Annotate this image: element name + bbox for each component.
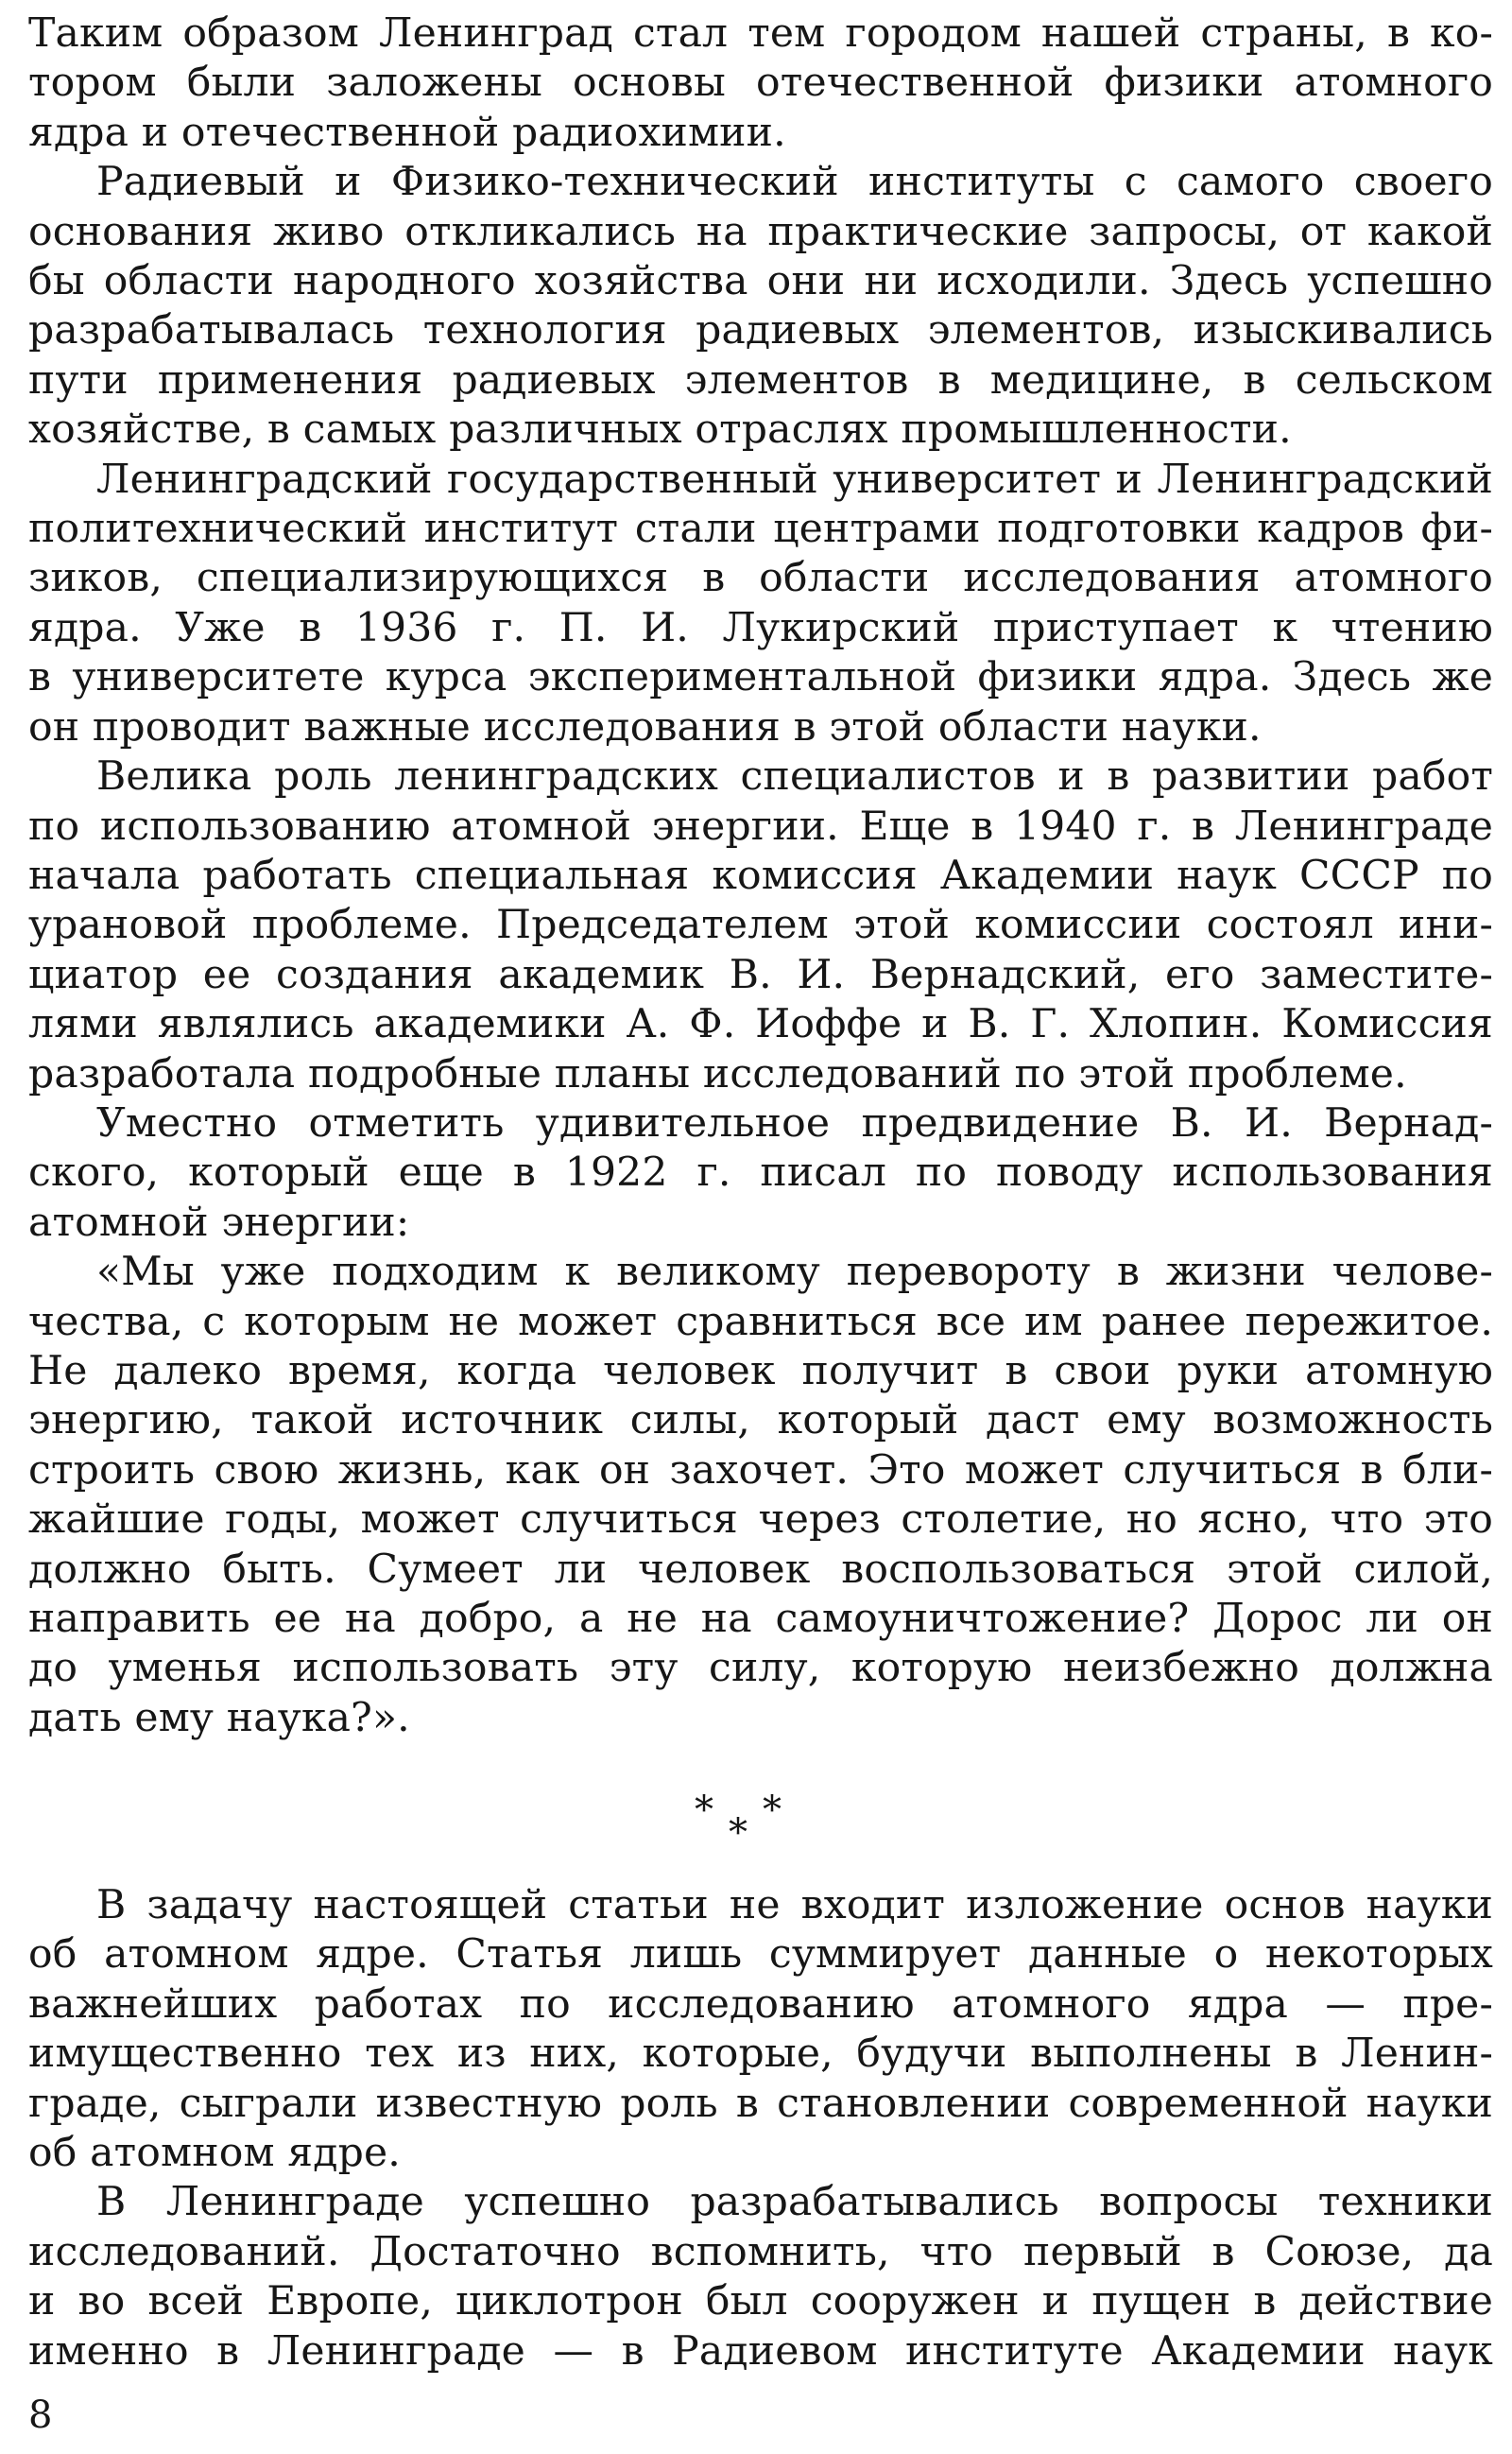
paragraph-article-scope bbox=[28, 1881, 1493, 2178]
text-line: об атомном ядре. bbox=[28, 2130, 401, 2177]
text-line: жайшие годы, может случиться через столетие, но ясно, что это bbox=[28, 1496, 1493, 1544]
text-line: Велика роль ленинградских специалистов и в развитии работ bbox=[96, 753, 1493, 801]
text-line: зиков, специализирующихся в области исследования атомного bbox=[28, 555, 1493, 602]
section-separator-asterisks bbox=[695, 1789, 817, 1855]
text-line: по использованию атомной энергии. Еще в 1940 г. в Ленинграде bbox=[28, 803, 1493, 850]
page-number: 8 bbox=[28, 2394, 53, 2437]
text-column-after-separator bbox=[28, 1881, 1493, 2376]
paragraph-vernadsky-intro bbox=[28, 1099, 1493, 1248]
text-line: атомной энергии: bbox=[28, 1199, 410, 1246]
text-line: разрабатывалась технология радиевых элементов, изыскивались bbox=[28, 307, 1493, 354]
paragraph-institutes bbox=[28, 158, 1493, 455]
text-line: циатор ее создания академик В. И. Вернадский, его заместите- bbox=[28, 951, 1493, 998]
text-line: в университете курса экспериментальной физики ядра. Здесь же bbox=[28, 654, 1493, 701]
asterisk: * bbox=[695, 1789, 713, 1832]
text-line: тором были заложены основы отечественной физики атомного bbox=[28, 60, 1493, 107]
paragraph-university bbox=[28, 456, 1493, 752]
text-line: до уменья использовать эту силу, которую неизбежно должна bbox=[28, 1645, 1493, 1692]
asterisk: * bbox=[763, 1789, 782, 1832]
text-line: энергию, такой источник силы, который даст ему возможность bbox=[28, 1397, 1493, 1444]
paragraph-cyclotron bbox=[28, 2178, 1493, 2376]
text-column bbox=[28, 9, 1493, 1743]
text-line: именно в Ленинграде — в Радиевом институте Академии наук bbox=[28, 2327, 1493, 2375]
text-line: начала работать специальная комиссия Академии наук СССР по bbox=[28, 852, 1493, 899]
text-line: Радиевый и Физико-технический институты с самого своего bbox=[96, 159, 1493, 206]
text-line: важнейших работах по исследованию атомного ядра — пре- bbox=[28, 1980, 1493, 2028]
text-line: чества, с которым не может сравниться все им ранее пережитое. bbox=[28, 1298, 1493, 1345]
text-line: хозяйстве, в самых различных отраслях промышленности. bbox=[28, 406, 1292, 454]
text-line: строить свою жизнь, как он захочет. Это может случиться в бли- bbox=[28, 1446, 1493, 1494]
text-line: имущественно тех из них, которые, будучи выполнены в Ленин- bbox=[28, 2031, 1493, 2078]
text-line: Ленинградский государственный университет и Ленинградский bbox=[96, 456, 1493, 503]
text-line: и во всей Европе, циклотрон был сооружен и пущен в действие bbox=[28, 2278, 1493, 2325]
text-line: должно быть. Сумеет ли человек воспользоваться этой силой, bbox=[28, 1546, 1493, 1593]
text-line: граде, сыграли известную роль в становлении современной науки bbox=[28, 2080, 1493, 2127]
text-line: В Ленинграде успешно разрабатывались вопросы техники bbox=[96, 2179, 1493, 2226]
text-line: Таким образом Ленинград стал тем городом нашей страны, в ко- bbox=[28, 10, 1493, 57]
text-line: «Мы уже подходим к великому перевороту в жизни челове- bbox=[96, 1249, 1493, 1296]
text-line: дать ему наука?». bbox=[28, 1694, 410, 1741]
text-line: разработала подробные планы исследований по этой проблеме. bbox=[28, 1050, 1407, 1097]
text-line: лями являлись академики А. Ф. Иоффе и В. Г. Хлопин. Комиссия bbox=[28, 1001, 1493, 1048]
asterisk: * bbox=[729, 1811, 747, 1855]
text-line: ского, который еще в 1922 г. писал по поводу использования bbox=[28, 1149, 1493, 1197]
text-line: исследований. Достаточно вспомнить, что первый в Союзе, да bbox=[28, 2228, 1493, 2275]
text-line: об атомном ядре. Статья лишь суммирует данные о некоторых bbox=[28, 1931, 1493, 1979]
text-line: ядра и отечественной радиохимии. bbox=[28, 109, 786, 156]
text-line: политехнический институт стали центрами подготовки кадров фи- bbox=[28, 506, 1493, 553]
text-line: он проводит важные исследования в этой области науки. bbox=[28, 703, 1262, 751]
paragraph-vernadsky-quote bbox=[28, 1248, 1493, 1743]
text-line: урановой проблеме. Председателем этой комиссии состоял ини- bbox=[28, 902, 1493, 949]
text-line: ядра. Уже в 1936 г. П. И. Лукирский приступает к чтению bbox=[28, 604, 1493, 651]
text-line: пути применения радиевых элементов в медицине, в сельском bbox=[28, 356, 1493, 404]
paragraph-leningrad-foundation bbox=[28, 9, 1493, 158]
text-line: направить ее на добро, а не на самоуничтожение? Дорос ли он bbox=[28, 1596, 1493, 1642]
text-line: В задачу настоящей статьи не входит изложение основ науки bbox=[96, 1882, 1493, 1928]
text-line: Не далеко время, когда человек получит в свои руки атомную bbox=[28, 1347, 1493, 1394]
text-line: Уместно отметить удивительное предвидение В. И. Вернад- bbox=[96, 1099, 1493, 1147]
text-line: бы области народного хозяйства они ни исходили. Здесь успешно bbox=[28, 258, 1493, 305]
paragraph-commission bbox=[28, 752, 1493, 1099]
text-line: основания живо откликались на практические запросы, от какой bbox=[28, 208, 1493, 255]
